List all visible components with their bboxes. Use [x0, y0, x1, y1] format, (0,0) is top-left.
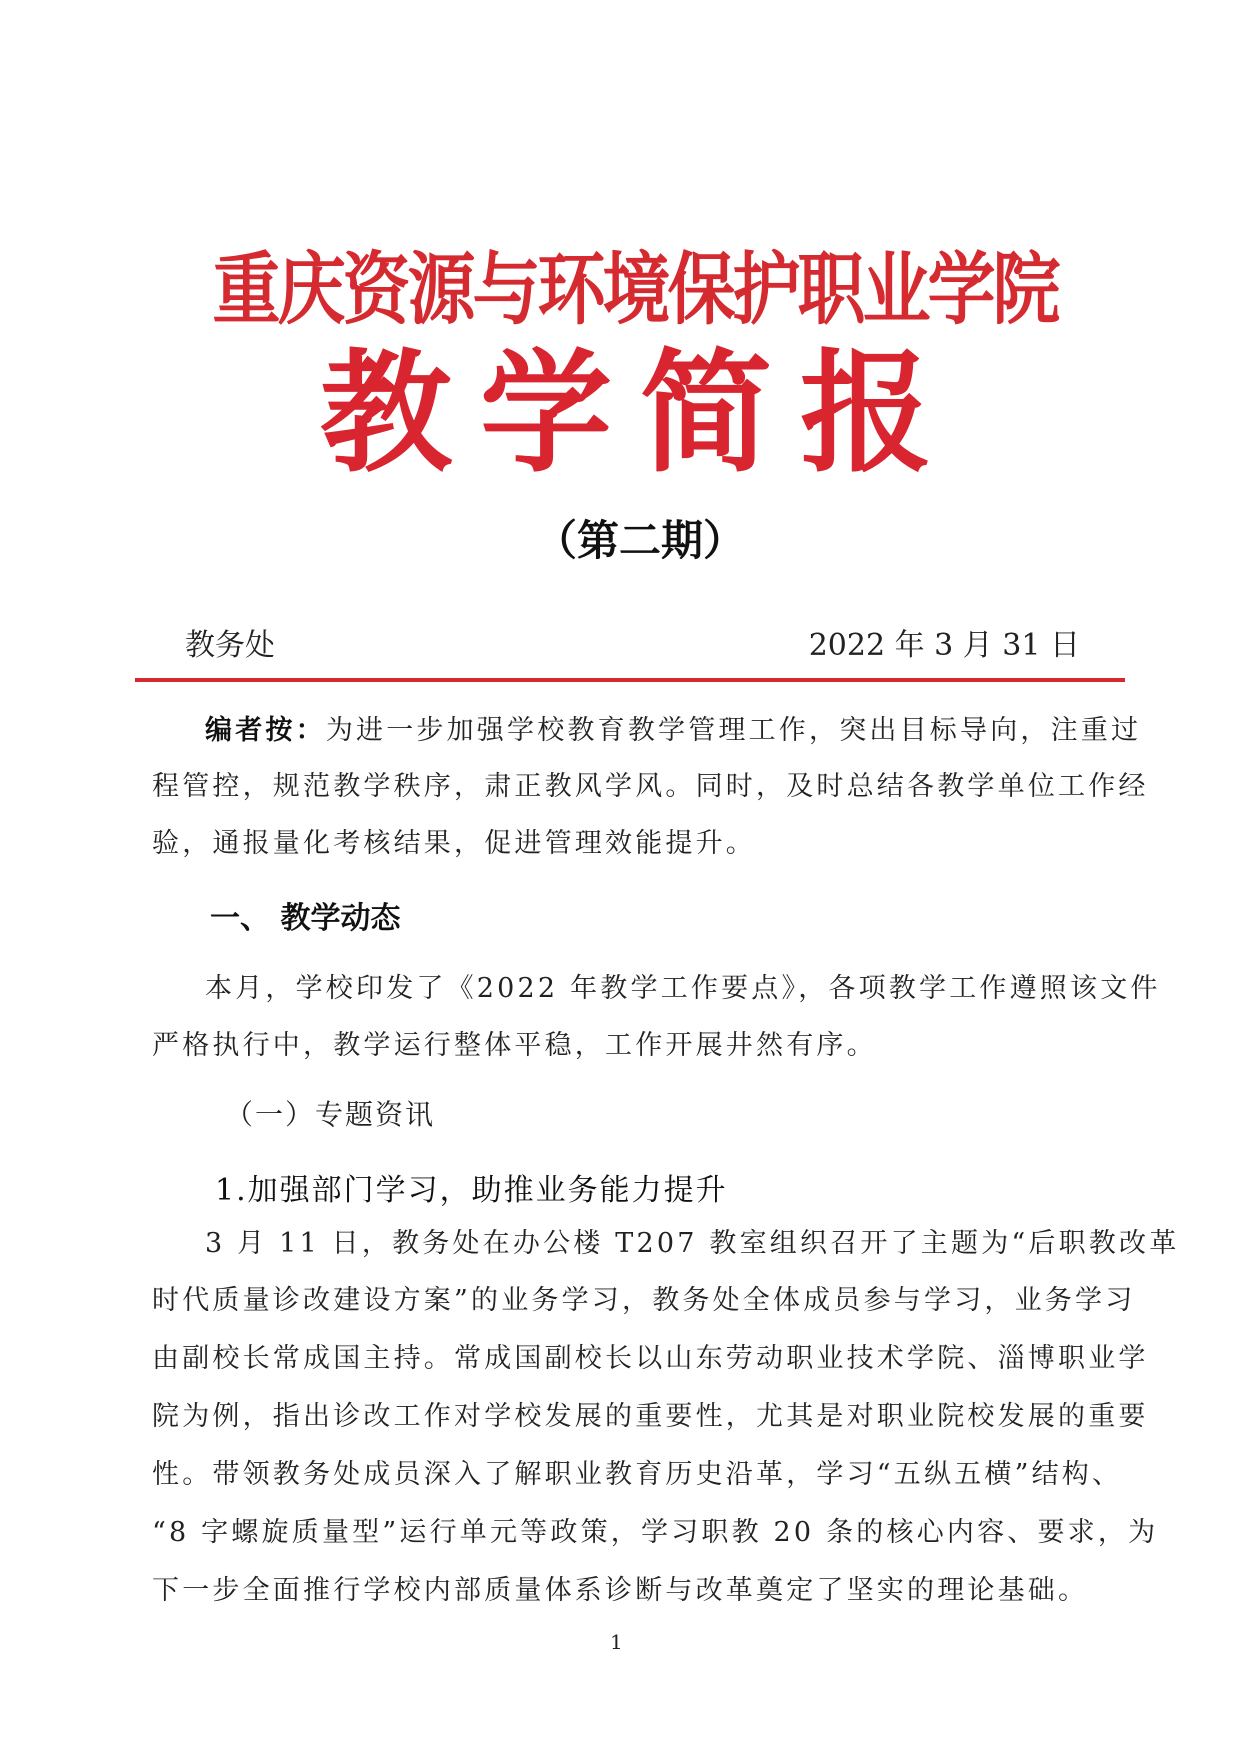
publish-date: 2022 年 3 月 31 日 — [808, 628, 1080, 663]
body-line-7: 下一步全面推行学校内部质量体系诊断与改革奠定了坚实的理论基础。 — [152, 1575, 1089, 1606]
intro-line-1: 本月，学校印发了《2022 年教学工作要点》，各项教学工作遵照该文件 — [205, 973, 1161, 1004]
subsection-heading: （一）专题资讯 — [225, 1098, 436, 1131]
body-line-5: 性。带领教务处成员深入了解职业教育历史沿革，学习“五纵五横”结构、 — [152, 1459, 1123, 1490]
editor-note-line-1 — [205, 708, 1141, 747]
body-line-6: “8 字螺旋质量型”运行单元等政策，学习职教 20 条的核心内容、要求，为 — [152, 1517, 1159, 1548]
body-line-3: 由副校长常成国主持。常成国副校长以山东劳动职业技术学院、淄博职业学 — [152, 1343, 1149, 1374]
section-heading: 一、 教学动态 — [210, 901, 401, 936]
page-number: 1 — [610, 1630, 623, 1654]
issue-number: （第二期） — [534, 516, 745, 565]
item-heading: 1.加强部门学习，助推业务能力提升 — [215, 1173, 728, 1208]
college-name: 重庆资源与环境保护职业学院 — [212, 244, 1058, 337]
editor-note-line-3: 验，通报量化考核结果，促进管理效能提升。 — [152, 828, 756, 859]
editor-note-label: 编者按： — [205, 715, 326, 746]
body-line-2: 时代质量诊改建设方案”的业务学习，教务处全体成员参与学习，业务学习 — [152, 1285, 1136, 1316]
intro-line-2: 严格执行中，教学运行整体平稳，工作开展井然有序。 — [152, 1030, 877, 1061]
editor-note-line-2: 程管控，规范教学秩序，肃正教风学风。同时，及时总结各教学单位工作经 — [152, 771, 1149, 802]
editor-note-text: 为进一步加强学校教育教学管理工作，突出目标导向，注重过 — [325, 715, 1142, 746]
body-line-1: 3 月 11 日，教务处在办公楼 T207 教室组织召开了主题为“后职教改革 — [205, 1228, 1180, 1259]
bulletin-title: 教学简报 — [320, 336, 960, 491]
body-line-4: 院为例，指出诊改工作对学校发展的重要性，尤其是对职业院校发展的重要 — [152, 1401, 1149, 1432]
red-divider — [135, 678, 1125, 682]
department: 教务处 — [185, 628, 275, 663]
